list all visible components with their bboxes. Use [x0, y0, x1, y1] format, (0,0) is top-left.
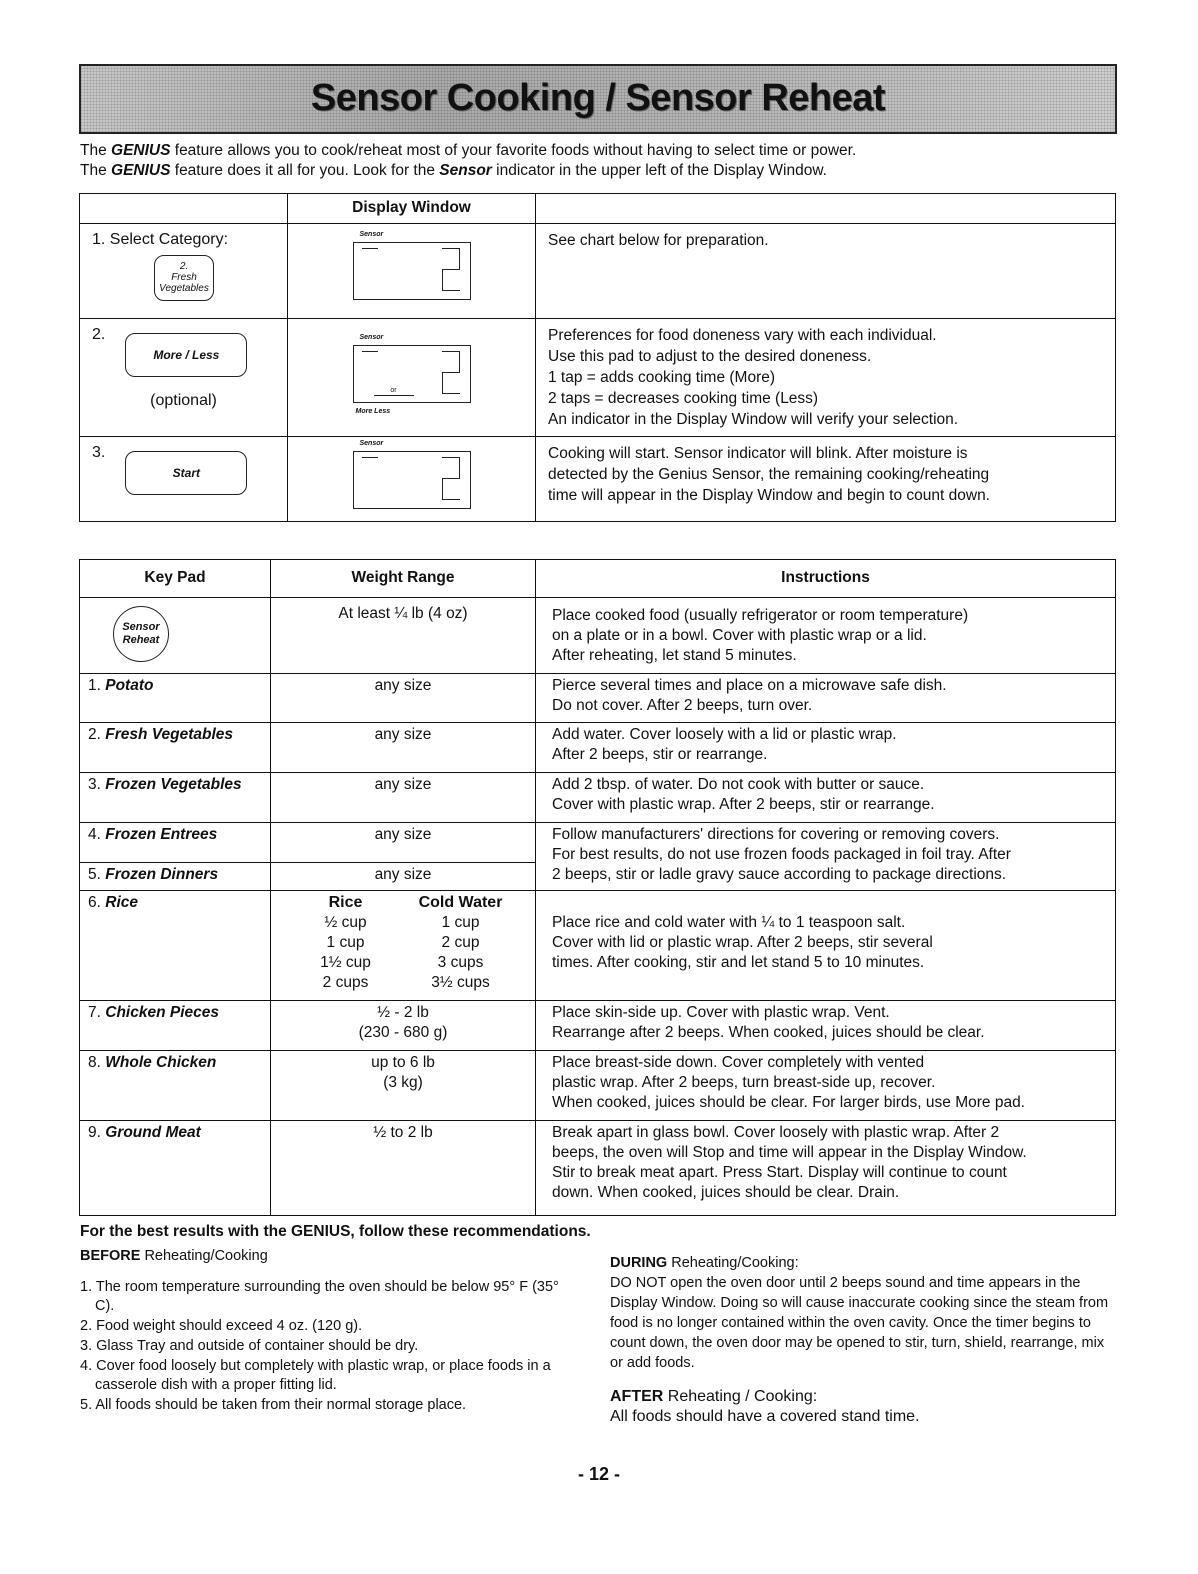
- food-category-table: [79, 559, 1116, 1216]
- list-item: 2. Food weight should exceed 4 oz. (120 g).: [80, 1318, 363, 1334]
- step-description: Cooking will start. Sensor indicator will blink. After moisture is detected by the Genius Sensor, the remaining cooking/reheating time will appear in the Display Window and begin to count down.: [536, 437, 1116, 522]
- intro-text: [80, 141, 1120, 181]
- food-row-frozen-vegetables: 3. Frozen Vegetables any size Add 2 tbsp. of water. Do not cook with butter or sauce. Cover with plastic wrap. After 2 beeps, stir or rearrange.: [80, 773, 1116, 823]
- step-row: [80, 319, 1116, 437]
- fresh-vegetables-pad-icon: 2. Fresh Vegetables: [154, 255, 214, 301]
- display-window-icon: Sensor: [353, 242, 471, 300]
- recommendations-title: For the best results with the GENIUS, follow these recommendations.: [80, 1223, 591, 1240]
- food-row-ground-meat: 9. Ground Meat ½ to 2 lb Break apart in glass bowl. Cover loosely with plastic wrap. After 2 beeps, the oven will Stop and time will appear in the Display Window. Stir to break meat apart. Press Start. Display will continue to count down. When cooked, juices should be clear. Drain.: [80, 1121, 1116, 1216]
- step-row: [80, 437, 1116, 522]
- steps-header-desc: [536, 194, 1116, 224]
- list-item: 5. All foods should be taken from their normal storage place.: [80, 1397, 467, 1413]
- display-window-more-less-icon: Sensor or More Less: [353, 345, 471, 403]
- before-section: [80, 1247, 580, 1416]
- start-pad-icon: Start: [125, 451, 247, 495]
- step-description: Preferences for food doneness vary with each individual. Use this pad to adjust to the desired doneness. 1 tap = adds cooking time (More) 2 taps = decreases cooking time (Less) An indicator in the Display Window will verify your selection.: [536, 319, 1116, 437]
- step-description: See chart below for preparation.: [536, 224, 1116, 319]
- food-row-fresh-vegetables: 2. Fresh Vegetables any size Add water. Cover loosely with a lid or plastic wrap. After 2 beeps, stir or rearrange.: [80, 723, 1116, 773]
- page-banner: [79, 64, 1117, 134]
- list-item: 3. Glass Tray and outside of container should be dry.: [80, 1338, 419, 1354]
- steps-header-blank: [80, 194, 288, 224]
- food-row-potato: 1. Potato any size Pierce several times and place on a microwave safe dish. Do not cover. After 2 beeps, turn over.: [80, 674, 1116, 723]
- after-text: All foods should have a covered stand time.: [610, 1408, 920, 1425]
- steps-header-row: [80, 194, 1116, 224]
- during-text: DO NOT open the oven door until 2 beeps sound and time appears in the Display Window. Doing so will cause inaccurate cooking since the steam from food is no longer contained within the oven cavity. Once the timer begins to count down, the oven door may be opened to stir, turn, shield, rearrange, mix or add foods.: [610, 1275, 1109, 1371]
- food-row-sensor-reheat: [80, 598, 1116, 674]
- steps-table: [79, 193, 1116, 522]
- during-after-section: [610, 1253, 1120, 1427]
- page-title: Sensor Cooking / Sensor Reheat: [310, 77, 886, 120]
- after-heading: AFTER Reheating / Cooking:: [610, 1388, 818, 1405]
- weight-value: At least ¼ lb (4 oz): [271, 598, 536, 674]
- list-item: 1. The room temperature surrounding the oven should be below 95° F (35° C).: [80, 1279, 559, 1314]
- intro-line-1: The GENIUS feature allows you to cook/reheat most of your favorite foods without having to select time or power.: [80, 142, 857, 159]
- header-weight-range: Weight Range: [271, 560, 536, 598]
- food-row-frozen-dinners: 5. Frozen Dinners any size: [80, 863, 1116, 891]
- food-row-frozen-entrees: 4. Frozen Entrees any size Follow manufacturers' directions for covering or removing covers. For best results, do not use frozen foods packaged in foil tray. After 2 beeps, stir or ladle gravy sauce according to package directions.: [80, 823, 1116, 863]
- sensor-reheat-pad-icon: Sensor Reheat: [113, 606, 169, 662]
- header-key-pad: Key Pad: [80, 560, 271, 598]
- step-label: 2.: [92, 326, 106, 343]
- display-window-icon: Sensor: [353, 451, 471, 509]
- intro-line-2: The GENIUS feature does it all for you. Look for the Sensor indicator in the upper left of the Display Window.: [80, 162, 827, 179]
- list-item: 4. Cover food loosely but completely with plastic wrap, or place foods in a casserole dish with a proper fitting lid.: [80, 1358, 551, 1393]
- more-less-pad-icon: More / Less: [125, 333, 247, 377]
- during-heading: DURING Reheating/Cooking:: [610, 1255, 799, 1271]
- step-label: 1. Select Category:: [92, 231, 229, 248]
- step-row: [80, 224, 1116, 319]
- before-list: [80, 1278, 580, 1415]
- page-number: - 12 -: [577, 1464, 620, 1484]
- food-row-rice: 6. Rice Rice Cold Water ½ cup 1 cup 1 cup 2 cup 1½ cup 3 cups 2 cups 3½ cups Place rice and cold water with ¼ to 1 teaspoon salt. Cover with lid or plastic wrap. After 2 beeps, stir several times. After cooking, stir and let stand 5 to 10 minutes.: [80, 891, 1116, 1001]
- food-header-row: [80, 560, 1116, 598]
- frozen-shared-instructions: Follow manufacturers' directions for covering or removing covers. For best results, do not use frozen foods packaged in foil tray. After 2 beeps, stir or ladle gravy sauce according to package directions.: [536, 823, 1116, 891]
- before-heading: BEFORE Reheating/Cooking: [80, 1248, 268, 1264]
- food-row-whole-chicken: 8. Whole Chicken up to 6 lb (3 kg) Place breast-side down. Cover completely with vented plastic wrap. After 2 beeps, turn breast-side up, recover. When cooked, juices should be clear. For larger birds, use More pad.: [80, 1051, 1116, 1121]
- step-label: 3.: [92, 444, 106, 461]
- optional-note: (optional): [150, 392, 217, 409]
- instructions-value: Place cooked food (usually refrigerator or room temperature) on a plate or in a bowl. Cover with plastic wrap or a lid. After reheating, let stand 5 minutes.: [536, 598, 1116, 674]
- steps-header-display: Display Window: [288, 194, 536, 224]
- rice-water-table: Rice Cold Water ½ cup 1 cup 1 cup 2 cup 1½ cup 3 cups 2 cups 3½ cups: [320, 894, 503, 991]
- header-instructions: Instructions: [536, 560, 1116, 598]
- food-row-chicken-pieces: 7. Chicken Pieces ½ - 2 lb (230 - 680 g) Place skin-side up. Cover with plastic wrap. Vent. Rearrange after 2 beeps. When cooked, juices should be clear.: [80, 1001, 1116, 1051]
